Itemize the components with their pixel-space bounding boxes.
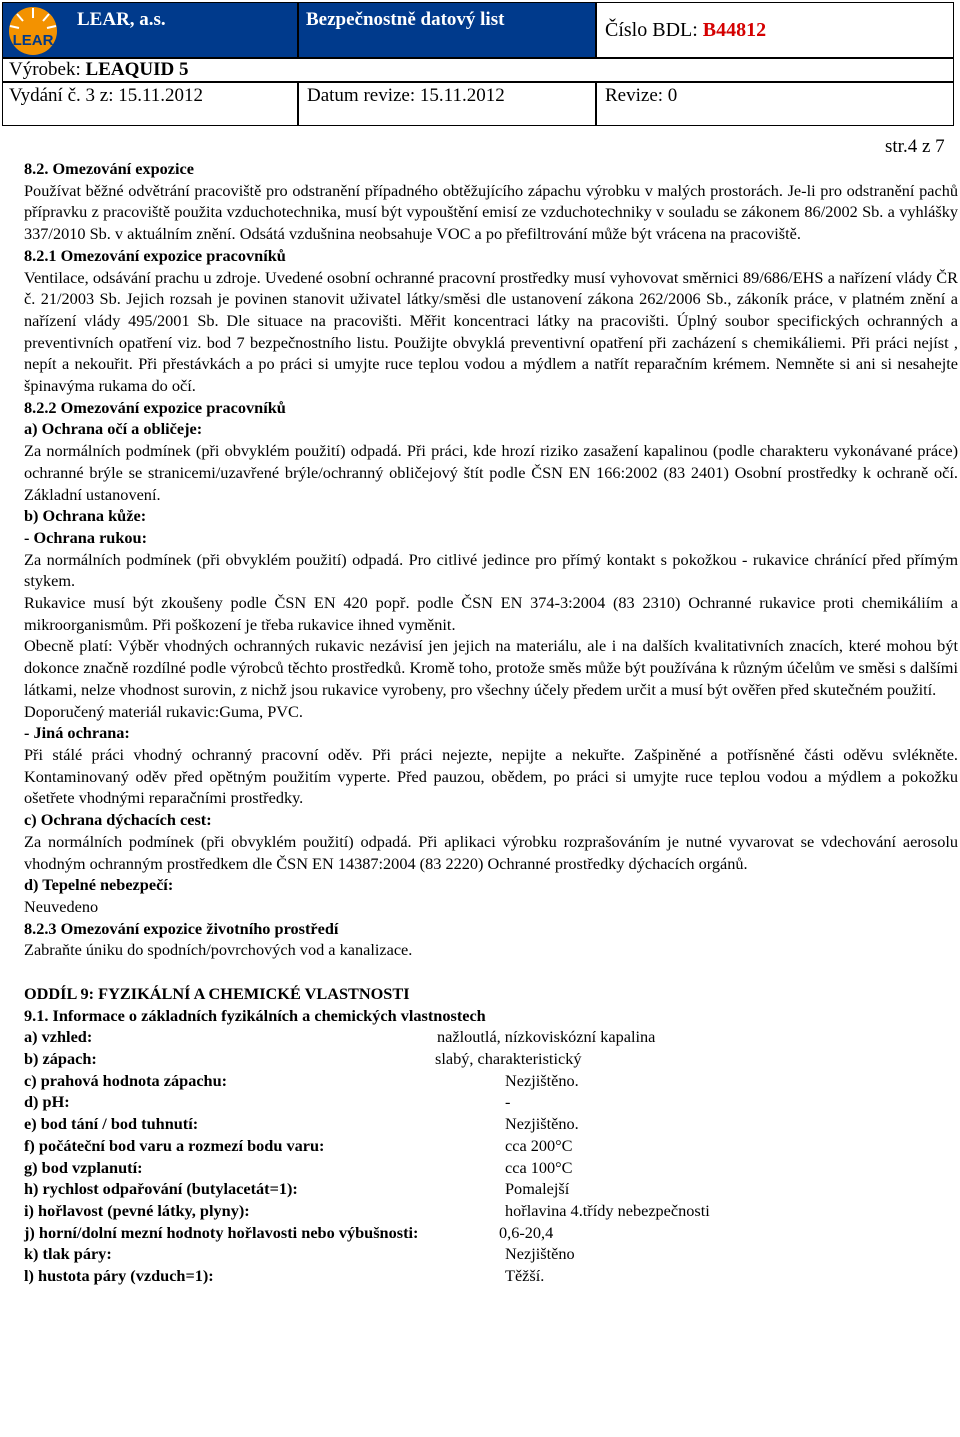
product-field (9, 59, 188, 81)
property-key: b) zápach: (24, 1049, 97, 1069)
eye-protection-title: a) Ochrana očí a obličeje: (24, 419, 203, 439)
bdl-number: B44812 (702, 19, 767, 41)
property-key: h) rychlost odpařování (butylacetát=1): (24, 1179, 298, 1199)
section-9-1-title: 9.1. Informace o základních fyzikálních a chemických vlastnostech (24, 1005, 486, 1025)
document-header (2, 2, 954, 126)
thermal-hazard-text: Neuvedeno (24, 896, 99, 916)
property-row (24, 1135, 958, 1157)
property-row (24, 1265, 958, 1287)
property-row (24, 1070, 958, 1092)
property-key: d) pH: (24, 1092, 70, 1112)
document-type: Bezpečnostně datový list (306, 9, 505, 30)
glove-material: Doporučený materiál rukavic:Guma, PVC. (24, 701, 303, 721)
respiratory-protection-text: Za normálních podmínek (při obvyklém použití) odpadá. Při aplikaci výrobku rozprašováním je nutné vyvarovat se vdechování aerosolu vhodným ochranným prostředkem dle ČSN EN 14387:2004 (83 2220) Ochranné prostředky dýchacích orgánů. (24, 831, 958, 873)
document-body (24, 158, 958, 1287)
property-value: cca 100°C (505, 1157, 573, 1177)
hand-protection-text-2: Rukavice musí být zkoušeny podle ČSN EN 420 popř. podle ČSN EN 374-3:2004 (83 2310) Ochranné rukavice proti chemikáliím a mikroorganismům. Při poškození je třeba rukavice ihned vyměnit. (24, 593, 958, 634)
property-value: 0,6-20,4 (499, 1222, 554, 1242)
section-8-2-title: 8.2. Omezování expozice (24, 159, 195, 178)
property-key: f) počáteční bod varu a rozmezí bodu varu: (24, 1135, 325, 1155)
page-number: str.4 z 7 (885, 136, 945, 157)
section-8-2-3-text: Zabraňte úniku do spodních/povrchových vod a kanalizace. (24, 940, 413, 960)
property-row (24, 1222, 958, 1244)
property-value: Nezjištěno. (505, 1114, 579, 1134)
hand-protection-text-1: Za normálních podmínek (při obvyklém použití) odpadá. Pro citlivé jedince pro přímý kontakt s pokožkou - rukavice chránící před přímým stykem. (24, 549, 958, 591)
company-name: LEAR, a.s. (77, 9, 166, 30)
bdl-label: Číslo BDL: (605, 19, 703, 41)
property-value: cca 200°C (505, 1135, 573, 1155)
respiratory-protection-title: c) Ochrana dýchacích cest: (24, 810, 212, 830)
property-value: Těžší. (505, 1265, 545, 1285)
section-9-title: ODDÍL 9: FYZIKÁLNÍ A CHEMICKÉ VLASTNOSTI (24, 984, 410, 1004)
property-row (24, 1026, 958, 1048)
hand-protection-title: - Ochrana rukou: (24, 527, 148, 547)
property-key: e) bod tání / bod tuhnutí: (24, 1114, 199, 1134)
property-row (24, 1113, 958, 1135)
section-8-2-3-title: 8.2.3 Omezování expozice životního prostředí (24, 918, 339, 938)
property-row (24, 1200, 958, 1222)
product-name: LEAQUID 5 (85, 59, 189, 80)
revision-number: Revize: 0 (605, 85, 678, 106)
lear-logo-icon (5, 6, 61, 56)
property-value: Pomalejší (505, 1179, 570, 1199)
property-key: k) tlak páry: (24, 1244, 112, 1264)
doc-type-cell (298, 2, 596, 58)
issue-text: Vydání č. 3 z: 15.11.2012 (9, 85, 204, 106)
property-key: j) horní/dolní mezní hodnoty hořlavosti nebo výbušnosti: (24, 1222, 419, 1242)
logo-text: LEAR (12, 32, 54, 49)
revision-date: Datum revize: 15.11.2012 (307, 85, 505, 106)
property-value: Nezjištěno (505, 1244, 575, 1264)
skin-protection-title: b) Ochrana kůže: (24, 506, 147, 526)
property-value: slabý, charakteristický (435, 1049, 582, 1069)
issue-cell (2, 82, 298, 126)
section-8-2-1-title: 8.2.1 Omezování expozice pracovníků (24, 245, 286, 265)
property-value: - (505, 1092, 511, 1112)
spacer (24, 961, 958, 983)
eye-protection-text: Za normálních podmínek (při obvyklém použití) odpadá. Při práci, kde hrozí riziko zasažení kapalinou (podle charakteru vykonávané práce) ochranné brýle se stranicemi/uzavřené brýle/ochranný obličejový štít podle ČSN EN 166:2002 (83 2401) Osobní prostředky k ochraně očí. Základní ustanovení. (24, 441, 958, 504)
property-row (24, 1157, 958, 1179)
other-protection-text: Při stálé práci vhodný ochranný pracovní oděv. Při práci nejezte, nepijte a nekuřte. Zašpiněné a potřísněné části oděvu svlékněte. Kontaminovaný oděv před opětným použitím vyperte. Před pauzou, obědem, po práci si umyjte ruce teplou vodou a mýdlem a pokožku ošetřete vhodnými reparačními prostředky. (24, 744, 958, 808)
property-value: hořlavina 4.třídy nebezpečnosti (505, 1200, 710, 1220)
property-key: a) vzhled: (24, 1027, 93, 1047)
property-row (24, 1243, 958, 1265)
bdl-cell (596, 2, 954, 58)
revision-date-cell (298, 82, 596, 126)
bdl-field (605, 19, 766, 42)
section-8-2-2-title: 8.2.2 Omezování expozice pracovníků (24, 397, 286, 417)
property-key: l) hustota páry (vzduch=1): (24, 1265, 214, 1285)
properties-list (24, 1026, 958, 1286)
property-key: i) hořlavost (pevné látky, plyny): (24, 1200, 250, 1220)
revision-cell (596, 82, 954, 126)
property-row (24, 1178, 958, 1200)
property-row (24, 1091, 958, 1113)
product-label: Výrobek: (9, 59, 86, 80)
product-cell (2, 58, 954, 82)
company-cell (2, 2, 298, 58)
section-8-2-text: Používat běžné odvětrání pracoviště pro odstranění případného obtěžujícího zápachu výrobku v malých prostorách. Je-li pro odstranění pachů přípravku z pracoviště použita vzduchotechnika, musí být vypouštění emisí ze vzduchotechniky v souladu se zákonem 86/2002 Sb. a vyhlášky 337/2010 Sb. v aktuálním znění. Odsátá vzdušnina neobsahuje VOC a po přefiltrování může být vrácena na pracoviště. (24, 180, 958, 244)
property-key: c) prahová hodnota zápachu: (24, 1070, 228, 1090)
property-value: Nezjištěno. (505, 1070, 579, 1090)
hand-protection-text-3: Obecně platí: Výběr vhodných ochranných rukavic nezávisí jen jejich na materiálu, ale i na dalších kvalitativních znacích, které mohou být dokonce značně rozdílné podle výrobců těchto prostředků. Kromě toho, protože směs může být používána k různým účelům ve směsi s dalšími látkami, nelze vhodnost surovin, z nichž jsou rukavice vyrobeny, pro všechny účely předem určit a musí být ověřen před skutečném použití. (24, 636, 958, 699)
property-key: g) bod vzplanutí: (24, 1157, 143, 1177)
section-8-2-1-text: Ventilace, odsávání prachu u zdroje. Uvedené osobní ochranné pracovní prostředky musí vyhovovat směrnici 89/686/EHS a nařízení vlády ČR č. 21/2003 Sb. Jejich rozsah je povinen stanovit uživatel látky/směsi dle ustanovení zákona 262/2006 Sb., zákoník práce, v platném znění a nařízení vlády 495/2001 Sb. Dle situace na pracovišti. Měřit koncentraci látky na pracovišti. Úplný soubor specifických ochranných a preventivních opatření viz. bod 7 bezpečnostního listu. Použijte obvyklá preventivní opatření při zacházení s chemikáliemi. Při práci nejíst , nepít a nekouřit. Při přestávkách a po práci si umyjte ruce teplou vodou a mýdlem a natřít reparačním krémem. Nemněte si ani si nesahejte špinavýma rukama do očí. (24, 267, 958, 396)
thermal-hazard-title: d) Tepelné nebezpečí: (24, 875, 174, 895)
property-value: nažloutlá, nízkoviskózní kapalina (437, 1027, 656, 1047)
property-row (24, 1048, 958, 1070)
other-protection-title: - Jiná ochrana: (24, 723, 130, 743)
